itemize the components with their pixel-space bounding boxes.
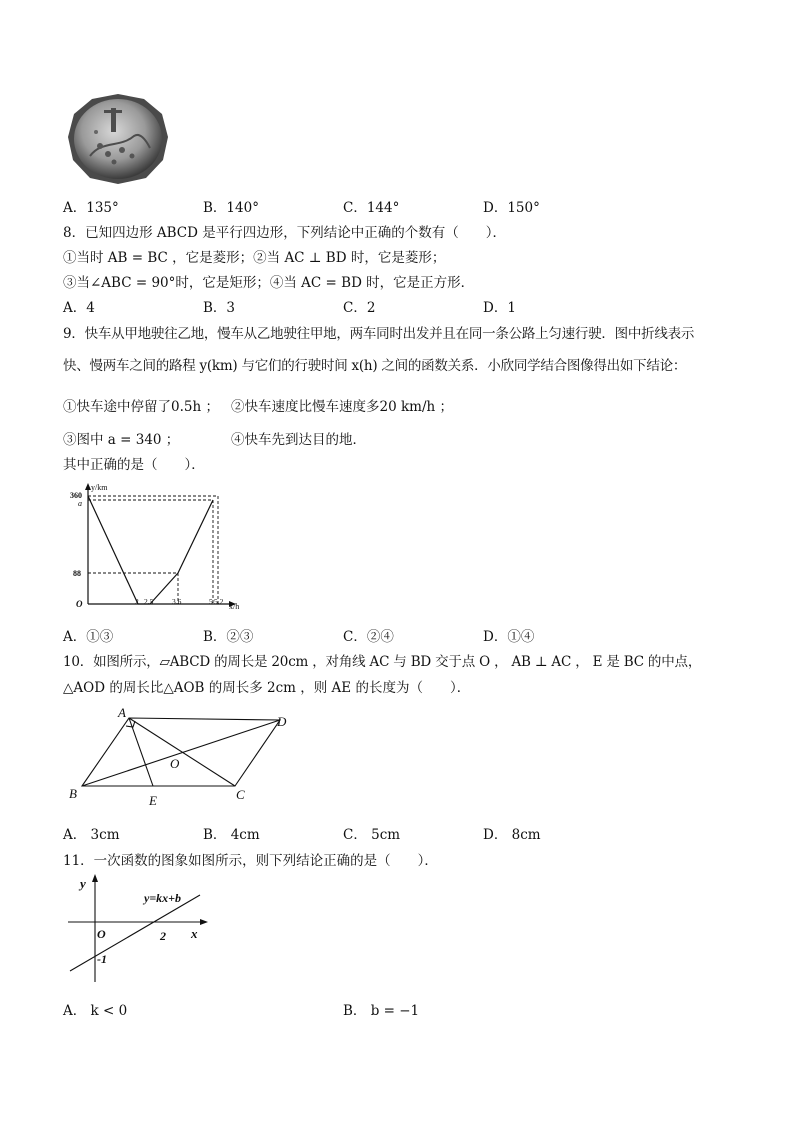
q10-stem-line-2: △AOD 的周长比△AOB 的周长多 2cm ，则 AE 的长度为（ ）．: [63, 680, 471, 696]
q8-option-d: D．1: [483, 300, 516, 316]
q9-graph: [62, 480, 246, 612]
q9-conclusion-1: ①快车途中停留了0.5h ；: [63, 399, 219, 415]
q8-statement-line-1: ①当时 AB = BC ，它是菱形；②当 AC ⊥ BD 时，它是菱形；: [63, 250, 446, 266]
q10-stem-line-1: 10．如图所示，▱ABCD 的周长是 20cm ，对角线 AC 与 BD 交于点 O ， AB ⊥ AC ， E 是 BC 的中点，: [63, 654, 702, 670]
q9-stem-line-2: 快、慢两车之间的路程 y(km) 与它们的行驶时间 x(h) 之间的函数关系．小欣同学结合图像得出如下结论：: [63, 358, 687, 374]
axis-label-x: x: [191, 926, 198, 941]
q7-option-a: A．135°: [63, 200, 119, 216]
q7-option-b: B．140°: [203, 200, 259, 216]
diagonal-bd: [82, 720, 280, 786]
diagonal-ac: [129, 718, 235, 786]
q10-option-b: B． 4cm: [203, 827, 260, 843]
graph-x-2-5: 2.5: [144, 597, 154, 606]
x-intercept-label: 2: [160, 929, 166, 943]
q8-option-b: B．3: [203, 300, 236, 316]
q11-option-a: A． k < 0: [63, 1003, 128, 1019]
q8-option-a: A．4: [63, 300, 95, 316]
q9-conclusion-4: ④快车先到达目的地．: [231, 432, 366, 448]
function-label: y=kx+b: [144, 891, 182, 905]
graph-x-3-6: 3.6: [172, 597, 182, 606]
polyline-seg-1: [88, 496, 138, 604]
q9-conclusion-3: ③图中 a = 340 ；: [63, 432, 180, 448]
origin-label: O: [97, 927, 106, 941]
point-label-o: O: [170, 756, 180, 771]
q8-statement-line-2: ③当∠ABC = 90°时，它是矩形；④当 AC = BD 时，它是正方形．: [63, 275, 475, 291]
q9-stem-line-1: 9．快车从甲地驶往乙地，慢车从乙地驶往甲地，两车同时出发并且在同一条公路上匀速行驶．图中折线表示: [63, 326, 695, 342]
y-intercept-label: -1: [97, 952, 107, 966]
q8-stem: 8．已知四边形 ABCD 是平行四边形，下列结论中正确的个数有（ ）．: [63, 225, 506, 241]
q7-option-c: C．144°: [343, 200, 400, 216]
q10-parallelogram-figure: [62, 702, 296, 810]
q10-option-d: D． 8cm: [483, 827, 541, 843]
point-label-a: A: [118, 705, 126, 720]
graph-origin: O: [76, 599, 83, 609]
q9-option-c: C．②④: [343, 629, 394, 645]
q10-option-a: A． 3cm: [63, 827, 120, 843]
q8-option-c: C．2: [343, 300, 376, 316]
polyline-seg-4: [178, 500, 213, 573]
line-y-kx-b: [70, 895, 200, 971]
q11-option-b: B． b = −1: [343, 1003, 420, 1019]
q11-stem: 11．一次函数的图象如图所示，则下列结论正确的是（ ）．: [63, 853, 438, 869]
point-label-e: E: [149, 793, 157, 808]
coin-image: [66, 92, 170, 186]
q9-option-a: A．①③: [63, 629, 114, 645]
q11-linear-function-figure: [62, 872, 212, 990]
point-label-b: B: [69, 786, 77, 801]
graph-y-a: a: [78, 499, 82, 508]
q10-option-c: C． 5cm: [343, 827, 401, 843]
q9-option-b: B．②③: [203, 629, 254, 645]
q9-conclusion-2: ②快车速度比慢车速度多20 km/h ；: [231, 399, 453, 415]
q9-option-d: D．①④: [483, 629, 535, 645]
q7-option-d: D．150°: [483, 200, 540, 216]
q9-question: 其中正确的是（ ）．: [63, 457, 205, 473]
point-label-d: D: [277, 714, 287, 729]
graph-x-5: 5: [209, 597, 213, 606]
graph-y-360: 360: [70, 491, 82, 500]
graph-x-label: x/h: [229, 602, 240, 611]
axis-label-y: y: [80, 876, 86, 891]
graph-x-5-2: 5.2: [214, 597, 224, 606]
graph-x-2: 2: [135, 597, 139, 606]
graph-y-88: 88: [73, 569, 81, 578]
graph-y-label: y/km: [91, 483, 108, 492]
segment-ae: [129, 718, 153, 786]
point-label-c: C: [236, 787, 245, 802]
